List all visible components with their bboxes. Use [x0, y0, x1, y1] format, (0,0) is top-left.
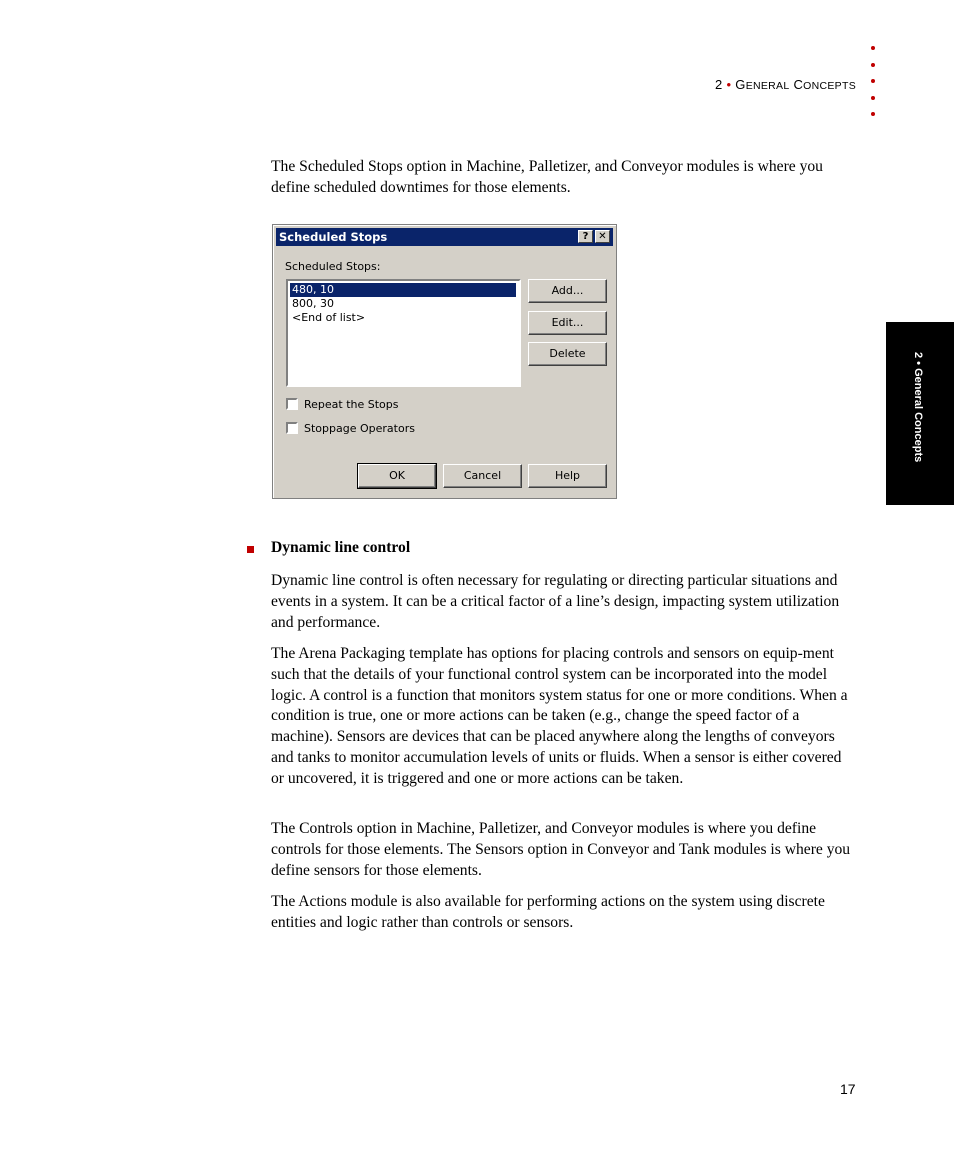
running-header: [715, 77, 856, 92]
page-number: 17: [840, 1081, 856, 1097]
repeat-stops-checkbox[interactable]: [286, 398, 298, 410]
paragraph: The Arena Packaging template has options for placing controls and sensors on equip-ment such that the details of your functional control system can be incorporated into the model logic. A control is a function that monitors system status for one or more conditions. When a condition is true, one or more actions can be taken (e.g., change the speed factor of a machine). Sensors are devices that can be placed anywhere along the lengths of conveyors and tanks to monitor accumulation levels of units or fluids. When a sensor is either covered or uncovered, it is triggered and one or more actions can be taken.: [271, 645, 848, 787]
repeat-stops-label: Repeat the Stops: [304, 398, 399, 411]
paragraph: The Actions module is also available for performing actions on the system using discrete entities and logic rather than controls or sensors.: [271, 893, 825, 931]
scheduled-stops-list[interactable]: [286, 279, 521, 387]
header-title-g: G: [735, 77, 746, 92]
scheduled-stops-dialog: [272, 224, 617, 499]
list-item[interactable]: <End of list>: [292, 311, 366, 324]
header-title-eneral: ENERAL: [745, 80, 790, 92]
list-item[interactable]: 800, 30: [292, 297, 334, 310]
chapter-number: 2: [715, 77, 723, 92]
list-item[interactable]: 480, 10: [290, 283, 516, 297]
header-title-oncepts: ONCEPTS: [803, 80, 856, 92]
paragraph: Dynamic line control is often necessary for regulating or directing particular situations and events in a system. It can be a critical factor of a line’s design, impacting system utilization and performance.: [271, 572, 840, 631]
dialog-title: Scheduled Stops: [279, 230, 388, 244]
side-tab-label: 2 • General Concepts: [912, 352, 924, 463]
stoppage-operators-label: Stoppage Operators: [304, 422, 415, 435]
section-heading: Dynamic line control: [271, 539, 411, 556]
help-button[interactable]: Help: [528, 464, 607, 488]
help-question-icon[interactable]: ?: [578, 230, 593, 243]
delete-button[interactable]: Delete: [528, 342, 607, 366]
close-icon[interactable]: ✕: [595, 230, 610, 243]
header-title-c: C: [793, 77, 804, 92]
ok-button[interactable]: OK: [358, 464, 436, 488]
add-button[interactable]: Add...: [528, 279, 607, 303]
bullet-square-icon: [247, 546, 254, 553]
chapter-side-tab: [886, 322, 954, 505]
scheduled-stops-label: Scheduled Stops:: [285, 260, 381, 273]
header-bullet: •: [726, 77, 732, 92]
edit-button[interactable]: Edit...: [528, 311, 607, 335]
decorative-dots: [871, 46, 881, 129]
intro-paragraph: The Scheduled Stops option in Machine, Palletizer, and Conveyor modules is where you define scheduled downtimes for those elements.: [271, 158, 823, 196]
dialog-titlebar[interactable]: [276, 228, 613, 246]
paragraph: The Controls option in Machine, Palletizer, and Conveyor modules is where you define controls for those elements. The Sensors option in Conveyor and Tank modules is where you define sensors for those elements.: [271, 820, 851, 879]
stoppage-operators-checkbox[interactable]: [286, 422, 298, 434]
cancel-button[interactable]: Cancel: [443, 464, 522, 488]
